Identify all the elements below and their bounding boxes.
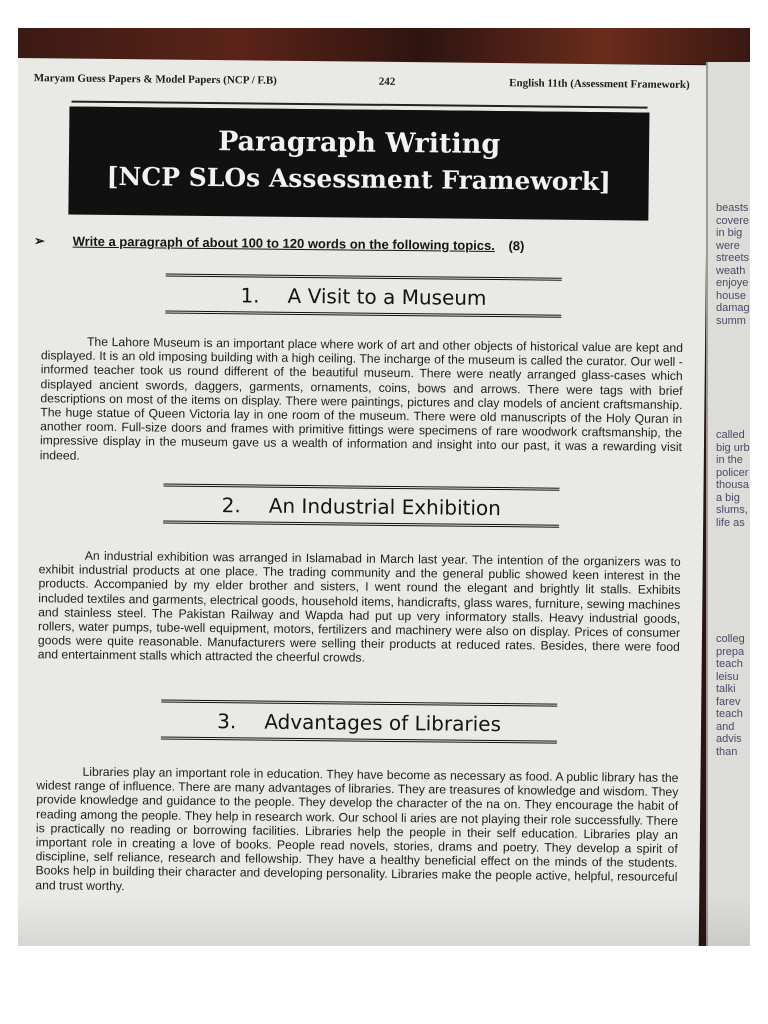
section-number: 3.	[217, 709, 237, 734]
adjacent-fragment-word: in big	[716, 227, 743, 239]
adjacent-fragment-word: teach	[716, 708, 743, 720]
section-number: 2.	[221, 493, 241, 518]
adjacent-fragment-word: and	[716, 720, 735, 733]
section-title: Advantages of Libraries	[264, 709, 502, 737]
paragraph-libraries: Libraries play an important role in education. They have become as necessary as food. A public library has the widest range of influence. There are many advantages of libraries. They are treasures of knowledge and wisdom. They provide knowledge and guidance to the people. They develop the character of the na on. They encourage the habit of reading among the people. They help in research work. Our school li aries are not playing their role successfully. There is practically no reading or borrowing facilities. Libraries help the people in their self education. Libraries play an important role in creating a love of books. People read novels, stories, drams and poetry. They develop a spirit of discipline, self reliance, research and fellowship. They have a healthy beneficial effect on the minds of the students. Books help in building their character and developing personality. Libraries make the people active, helpful, resourceful and trust worthy.	[35, 764, 679, 893]
instruction-line	[34, 233, 684, 256]
adjacent-fragment-word: than	[716, 745, 738, 758]
header-publisher: Maryam Guess Papers & Model Papers (NCP / F.B)	[33, 72, 277, 87]
adjacent-fragments-middle	[708, 429, 750, 529]
section-heading-museum	[165, 274, 561, 318]
adjacent-fragment-word: prepa	[716, 645, 745, 658]
adjacent-fragment-word: colleg	[716, 633, 745, 645]
adjacent-fragment-word: a big	[716, 491, 740, 504]
adjacent-fragment-word: house	[716, 289, 746, 302]
section-title: A Visit to a Museum	[287, 283, 487, 310]
photo-frame	[18, 28, 750, 946]
adjacent-fragment-word: farev	[716, 695, 741, 708]
adjacent-fragments-bottom	[708, 633, 750, 758]
adjacent-fragment-word: teach	[716, 658, 743, 670]
banner-subtitle: [NCP SLOs Assessment Framework]	[106, 161, 611, 197]
adjacent-fragment-word: covere	[716, 214, 750, 227]
paragraph-museum: The Lahore Museum is an important place where work of art and other objects of historical value are kept and displayed. It is an old imposing building with a high ceiling. The incharge of the museum is called the curator. Our well -informed teacher took us round different of the beautiful museum. There were neatly arranged glass-cases which displayed ancient swords, daggers, garments, ornaments, coins, bows and arrows. There were tags with brief descriptions on most of the items on display. There were paintings, pictures and clay models of ancient craftsmanship. The huge statue of Queen Victoria lay in one room of the museum. There were old manuscripts of the Holy Quran in another room. Full-size doors and frames with primitive fittings were specimens of rare woodwork craftsmanship, the impressive display in the museum gave us a wealth of information and insight into our past, it was a rewarding visit indeed.	[39, 334, 684, 463]
page-number: 242	[378, 75, 396, 88]
adjacent-fragment-word: life as	[716, 516, 745, 529]
section-heading-libraries	[161, 700, 557, 744]
paragraph-exhibition: An industrial exhibition was arranged in Islamabad in March last year. The intention of the organizers was to exhibit industrial products at one place. The trading community and the general public showed keen interest in the products. Accompanied by my elder brother and sisters, I went round the elegant and brightly lit stalls. Exhibits included textiles and garments, electrical goods, household items, handicrafts, glass wares, furniture, sewing machines and stainless steel. The Pakistan Railway and Wapda had put up very informatory stalls. Heavy industrial goods, rollers, water pumps, tube-well equipment, motors, fertilizers and machinery were also on display. Prices of consumer goods were quite reasonable. Manufacturers were selling their products at reduced rates. Besides, there were food and entertainment stalls which attracted the cheerful crowds.	[37, 548, 681, 666]
adjacent-fragment-word: in the	[716, 454, 743, 466]
adjacent-fragment-word: advis	[716, 733, 742, 745]
instruction-text: Write a paragraph of about 100 to 120 words on the following topics.	[72, 233, 495, 254]
adjacent-fragment-word: damag	[716, 302, 750, 314]
adjacent-fragment-word: thousa	[716, 479, 750, 491]
running-header	[34, 72, 690, 101]
arrow-bullet-icon: ➢	[34, 233, 46, 249]
adjacent-fragment-word: streets	[716, 252, 750, 264]
section-heading-exhibition	[163, 484, 559, 528]
banner-title: Paragraph Writing	[217, 126, 501, 161]
section-number: 1.	[240, 283, 260, 308]
adjacent-fragment-word: called	[716, 429, 745, 441]
adjacent-fragment-word: were	[716, 239, 740, 252]
adjacent-fragment-word: weath	[716, 264, 746, 277]
adjacent-fragments-top	[708, 202, 750, 327]
section-title: An Industrial Exhibition	[268, 493, 502, 521]
adjacent-fragment-word: policer	[716, 466, 749, 479]
adjacent-fragment-word: beasts	[716, 202, 749, 214]
adjacent-fragment-word: talki	[716, 683, 736, 695]
adjacent-fragment-word: enjoye	[716, 277, 749, 289]
adjacent-page-edge	[706, 62, 750, 946]
adjacent-fragment-word: slums,	[716, 504, 748, 516]
adjacent-fragment-word: big urb	[716, 441, 750, 454]
header-subject: English 11th (Assessment Framework)	[509, 77, 690, 92]
adjacent-fragment-word: summ	[716, 314, 746, 327]
book-page	[18, 58, 708, 946]
instruction-marks: (8)	[508, 238, 525, 254]
title-banner	[68, 107, 649, 221]
adjacent-fragment-word: leisu	[716, 670, 739, 683]
